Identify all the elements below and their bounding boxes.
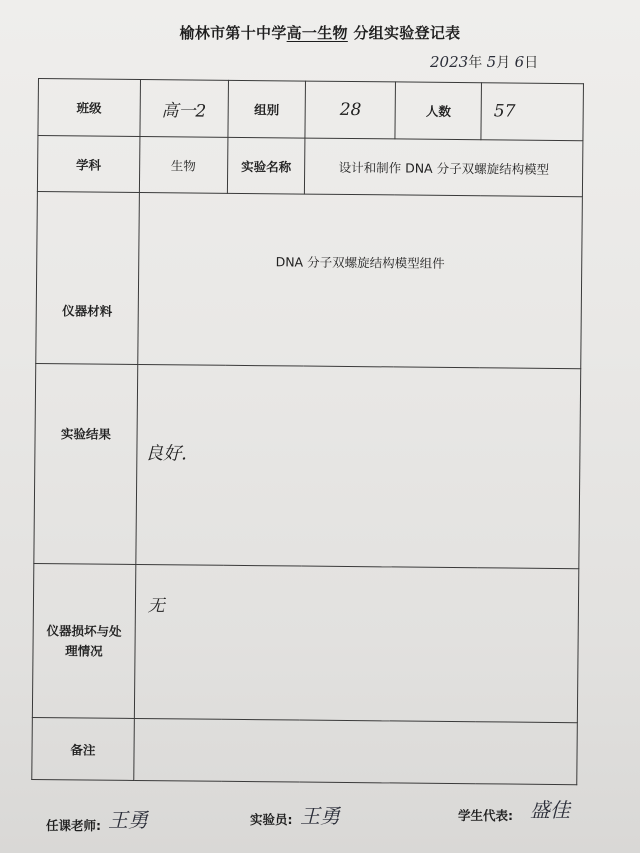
result-label: 实验结果 bbox=[34, 363, 138, 564]
row-remarks bbox=[32, 717, 578, 784]
signature-row bbox=[0, 800, 640, 840]
student-rep-label: 学生代表: bbox=[458, 808, 513, 823]
student-rep-signature: 盛佳 bbox=[530, 798, 570, 822]
subject-value: 生物 bbox=[139, 136, 227, 193]
row-class-group-count bbox=[38, 79, 584, 141]
title-suffix: 分组实验登记表 bbox=[353, 24, 461, 42]
lab-staff-label: 实验员: bbox=[250, 812, 293, 827]
remarks-label: 备注 bbox=[32, 717, 134, 780]
group-value: 28 bbox=[305, 81, 395, 139]
experiment-name-label: 实验名称 bbox=[227, 137, 305, 194]
damage-value: 无 bbox=[134, 564, 579, 722]
date-month: 5 bbox=[486, 53, 497, 71]
damage-label bbox=[32, 563, 135, 718]
date-year-suffix: 年 bbox=[468, 55, 483, 71]
damage-label-line2: 理情况 bbox=[65, 642, 103, 659]
result-value: 良好. bbox=[136, 364, 581, 568]
date-month-suffix: 月 bbox=[496, 55, 511, 71]
materials-value: DNA 分子双螺旋结构模型组件 bbox=[138, 192, 583, 368]
row-result bbox=[34, 363, 581, 568]
date-day-suffix: 日 bbox=[524, 55, 539, 71]
registration-table bbox=[31, 78, 584, 785]
date-year: 2023 bbox=[430, 53, 469, 71]
teacher-signature: 王勇 bbox=[108, 808, 148, 832]
title-subject: 高一生物 bbox=[286, 24, 348, 42]
subject-label: 学科 bbox=[37, 136, 139, 193]
count-label: 人数 bbox=[395, 82, 481, 140]
experiment-name-value: 设计和制作 DNA 分子双螺旋结构模型 bbox=[305, 138, 583, 197]
form-title bbox=[0, 22, 640, 43]
class-value: 高一2 bbox=[140, 79, 228, 137]
lab-staff-signature: 王勇 bbox=[300, 804, 340, 828]
row-materials bbox=[36, 191, 583, 368]
count-value: 57 bbox=[481, 83, 583, 141]
form-date bbox=[430, 52, 538, 72]
date-day: 6 bbox=[514, 53, 525, 71]
teacher-label: 任课老师: bbox=[46, 818, 101, 833]
materials-label: 仪器材料 bbox=[36, 191, 139, 364]
class-label: 班级 bbox=[38, 79, 140, 137]
damage-label-line1: 仪器损坏与处 bbox=[46, 622, 122, 639]
row-subject-experiment bbox=[37, 136, 583, 197]
title-school: 榆林市第十中学 bbox=[179, 24, 287, 42]
row-damage bbox=[32, 563, 578, 722]
remarks-value bbox=[134, 718, 578, 784]
group-label: 组别 bbox=[228, 80, 306, 138]
